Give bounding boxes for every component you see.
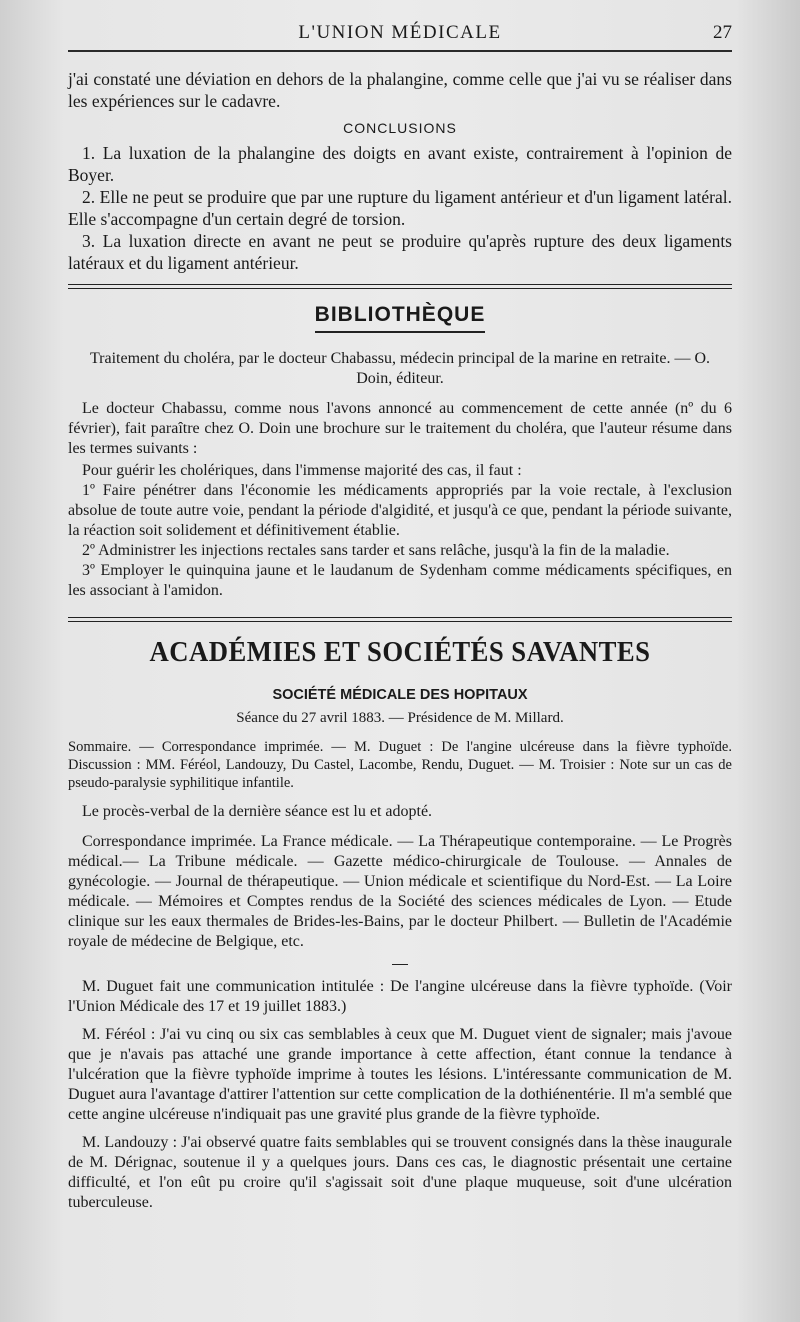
conclusion-item: 2. Elle ne peut se produire que par une rupture du ligament antérieur et d'un ligament latéral. Elle s'accompagne d'un certain degré de torsion. <box>68 187 732 229</box>
page-number: 27 <box>713 22 732 43</box>
acad-paragraph: M. Duguet fait une communication intitulée : De l'angine ulcéreuse dans la fièvre typhoïde. (Voir l'Union Médicale des 17 et 19 juillet 1883.) <box>68 978 732 1015</box>
bib-paragraph: 2º Administrer les injections rectales sans tarder et sans relâche, jusqu'à la fin de la maladie. <box>82 542 670 559</box>
section-divider <box>68 617 732 622</box>
bib-paragraph: 3º Employer le quinquina jaune et le laudanum de Sydenham comme médicaments spécifiques, en les associant à l'amidon. <box>68 562 732 599</box>
sommaire: Sommaire. — Correspondance imprimée. — M. Duguet : De l'angine ulcéreuse dans la fièvre typhoïde. Discussion : MM. Féréol, Landouzy, Du Castel, Lacombe, Rendu, Duguet. — M. Troisier : Note sur un cas de pseudo-paralysie syphilitique infantile. <box>68 739 732 791</box>
acad-paragraph: Correspondance imprimée. La France médicale. — La Thérapeutique contemporaine. — Le Progrès médical.— La Tribune médicale. — Gazette médico-chirurgicale de Toulouse. — Annales de gynécologie. — Journal de thérapeutique. — Union médicale et scientifique du Nord-Est. — La Loire médicale. — Mémoires et Comptes rendus de la Société des sciences médicales de Lyon. — Etude clinique sur les eaux thermales de Brides-les-Bains, par le docteur Philbert. — Bulletin de l'Académie royale de médecine de Belgique, etc. <box>68 833 732 950</box>
running-head <box>68 22 732 52</box>
book-reference: Traitement du choléra, par le docteur Chabassu, médecin principal de la marine en retraite. — O. Doin, éditeur. <box>89 350 711 387</box>
academies-title: ACADÉMIES ET SOCIÉTÉS SAVANTES <box>149 636 651 668</box>
academies-body <box>68 802 732 1213</box>
conclusions-heading: CONCLUSIONS <box>343 120 457 136</box>
acad-paragraph: M. Féréol : J'ai vu cinq ou six cas semblables à ceux que M. Duguet vient de signaler; mais j'avoue que je n'avais pas attaché une grande importance à cette affection, étant connue la tendance à l'ulcération que la fièvre typhoïde imprime à toutes les lésions. L'intéressante communication de M. Duguet aura l'avantage d'attirer l'attention sur cette complication de la dothiénentérie. Il m'a semblé que cette angine ulcéreuse n'indiquait pas une gravité plus grande de la fièvre typhoïde. <box>68 1026 732 1123</box>
society-name: SOCIÉTÉ MÉDICALE DES HOPITAUX <box>272 687 528 703</box>
journal-title: L'UNION MÉDICALE <box>298 22 502 43</box>
conclusion-item: 3. La luxation directe en avant ne peut se produire qu'après rupture des deux ligaments latéraux et du ligament antérieur. <box>68 231 732 273</box>
bibliotheque-body <box>68 399 732 601</box>
bib-paragraph: Pour guérir les cholériques, dans l'immense majorité des cas, il faut : <box>82 462 522 479</box>
bib-paragraph: Le docteur Chabassu, comme nous l'avons annoncé au commencement de cette année (nº du 6 février), fait paraître chez O. Doin une brochure sur le traitement du choléra, que l'auteur résume dans les termes suivants : <box>68 400 732 457</box>
conclusions-list <box>68 142 732 274</box>
intro-paragraph: j'ai constaté une déviation en dehors de la phalangine, comme celle que j'ai vu se réaliser dans les expériences sur le cadavre. <box>68 69 732 111</box>
bibliotheque-title: BIBLIOTHÈQUE <box>315 303 486 333</box>
section-divider <box>68 284 732 289</box>
acad-paragraph: M. Landouzy : J'ai observé quatre faits semblables qui se trouvent consignés dans la thèse inaugurale de M. Dérignac, soutenue il y a quelques jours. Dans ces cas, le diagnostic présentait une certaine difficulté, et l'on eût pu croire qu'il s'agissait soit d'une plaque muqueuse, soit d'une ulcération tuberculeuse. <box>68 1134 732 1211</box>
bib-paragraph: 1º Faire pénétrer dans l'économie les médicaments appropriés par la voie rectale, à l'exclusion absolue de toute autre voie, pendant la période d'algidité, et jusqu'à ce que, pendant la période suivante, la réaction soit solidement et définitivement établie. <box>68 482 732 539</box>
session-line: Séance du 27 avril 1883. — Présidence de M. Millard. <box>236 710 564 726</box>
bibliotheque-heading <box>68 303 732 333</box>
acad-paragraph: Le procès-verbal de la dernière séance est lu et adopté. <box>82 803 433 820</box>
conclusion-item: 1. La luxation de la phalangine des doigts en avant existe, contrairement à l'opinion de Boyer. <box>68 143 732 185</box>
short-divider <box>392 964 408 965</box>
